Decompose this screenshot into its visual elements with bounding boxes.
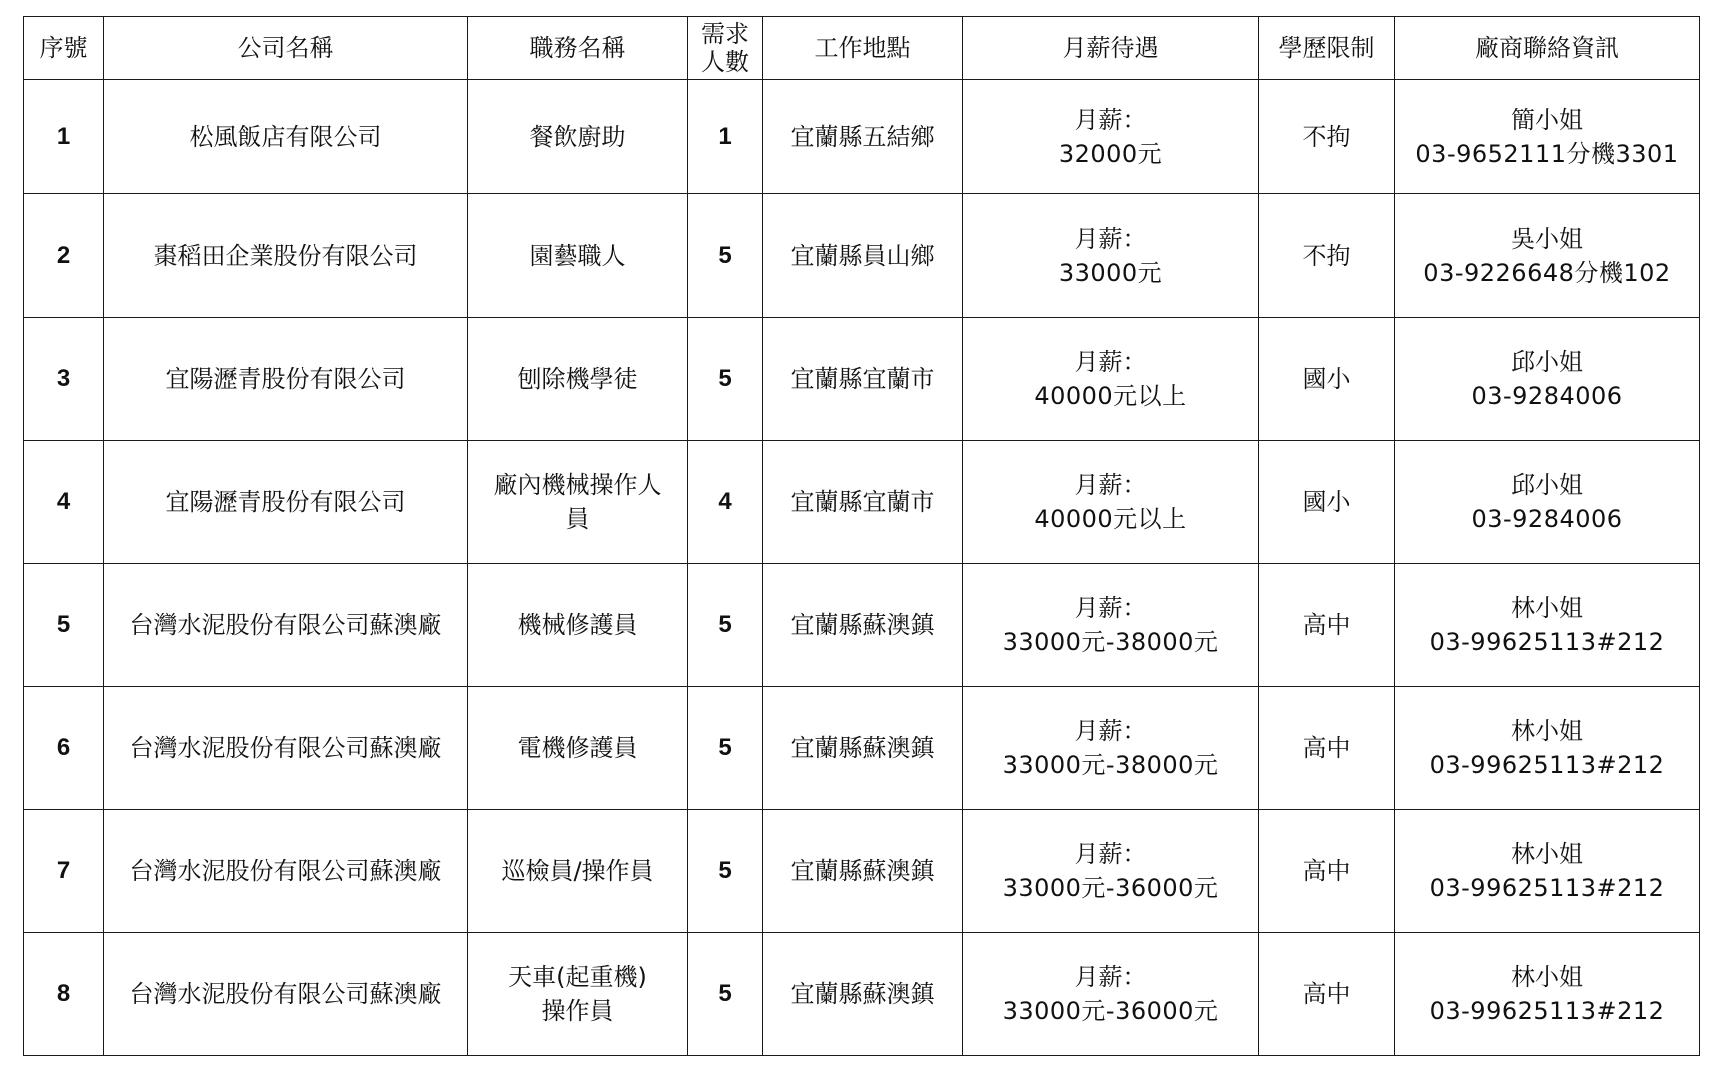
- header-contact: 廠商聯絡資訊: [1395, 17, 1700, 80]
- cell-job-title: [468, 564, 688, 687]
- cell-location: 宜蘭縣員山鄉: [763, 194, 963, 318]
- cell-headcount: 1: [688, 80, 763, 194]
- cell-headcount: 4: [688, 441, 763, 564]
- job-title-line1: 電機修護員: [517, 734, 638, 762]
- job-title-line1: 園藝職人: [529, 241, 626, 270]
- job-title-line2: 員: [565, 505, 590, 533]
- cell-index: 1: [24, 80, 104, 194]
- cell-job-title: [468, 687, 688, 810]
- cell-index: 8: [24, 933, 104, 1056]
- cell-education: 不拘: [1259, 194, 1395, 318]
- salary-value: 33000元-38000元: [1002, 628, 1219, 656]
- contact-phone: 03-9226648分機102: [1423, 258, 1671, 287]
- salary-value: 32000元: [1058, 139, 1163, 168]
- job-listings-table: [23, 16, 1700, 1056]
- salary-label: 月薪：: [1074, 348, 1147, 376]
- cell-contact: [1395, 810, 1700, 933]
- cell-location: 宜蘭縣五結鄉: [763, 80, 963, 194]
- cell-company: 棗稻田企業股份有限公司: [104, 194, 468, 318]
- job-title-line1: 巡檢員/操作員: [501, 857, 654, 885]
- job-title-line1: 餐飲廚助: [529, 122, 626, 151]
- cell-company: 台灣水泥股份有限公司蘇澳廠: [104, 933, 468, 1056]
- cell-education: 高中: [1259, 687, 1395, 810]
- salary-label: 月薪：: [1074, 471, 1147, 499]
- cell-contact: [1395, 933, 1700, 1056]
- cell-index: 3: [24, 318, 104, 441]
- contact-phone: 03-99625113#212: [1429, 628, 1665, 656]
- header-row: [24, 17, 1700, 80]
- cell-location: 宜蘭縣蘇澳鎮: [763, 810, 963, 933]
- table-header: [24, 17, 1700, 80]
- cell-location: 宜蘭縣蘇澳鎮: [763, 933, 963, 1056]
- contact-phone: 03-9284006: [1471, 505, 1623, 533]
- contact-phone: 03-99625113#212: [1429, 751, 1665, 779]
- cell-job-title: [468, 441, 688, 564]
- cell-contact: [1395, 564, 1700, 687]
- cell-contact: [1395, 194, 1700, 318]
- cell-index: 5: [24, 564, 104, 687]
- contact-phone: 03-9284006: [1471, 382, 1623, 410]
- table-row: [24, 810, 1700, 933]
- cell-location: 宜蘭縣蘇澳鎮: [763, 687, 963, 810]
- cell-index: 7: [24, 810, 104, 933]
- salary-value: 33000元-36000元: [1002, 874, 1219, 902]
- cell-salary: [963, 564, 1259, 687]
- header-company: 公司名稱: [104, 17, 468, 80]
- cell-location: 宜蘭縣宜蘭市: [763, 318, 963, 441]
- cell-education: 不拘: [1259, 80, 1395, 194]
- salary-label: 月薪：: [1074, 224, 1147, 253]
- cell-headcount: 5: [688, 564, 763, 687]
- cell-contact: [1395, 80, 1700, 194]
- cell-salary: [963, 80, 1259, 194]
- contact-name: 林小姐: [1511, 717, 1583, 745]
- contact-phone: 03-99625113#212: [1429, 997, 1665, 1025]
- table-row: [24, 441, 1700, 564]
- header-salary: 月薪待遇: [963, 17, 1259, 80]
- cell-contact: [1395, 687, 1700, 810]
- cell-education: 高中: [1259, 933, 1395, 1056]
- cell-education: 高中: [1259, 810, 1395, 933]
- table-row: [24, 933, 1700, 1056]
- cell-company: 宜陽瀝青股份有限公司: [104, 441, 468, 564]
- salary-value: 40000元以上: [1034, 382, 1187, 410]
- contact-name: 林小姐: [1511, 963, 1583, 991]
- job-title-line1: 廠內機械操作人: [493, 471, 662, 499]
- contact-name: 林小姐: [1511, 594, 1583, 622]
- job-title-line1: 刨除機學徒: [517, 365, 638, 393]
- cell-job-title: [468, 80, 688, 194]
- cell-location: 宜蘭縣宜蘭市: [763, 441, 963, 564]
- salary-value: 33000元-38000元: [1002, 751, 1219, 779]
- cell-company: 台灣水泥股份有限公司蘇澳廠: [104, 687, 468, 810]
- cell-headcount: 5: [688, 194, 763, 318]
- cell-salary: [963, 194, 1259, 318]
- cell-job-title: [468, 933, 688, 1056]
- cell-index: 4: [24, 441, 104, 564]
- cell-headcount: 5: [688, 687, 763, 810]
- cell-job-title: [468, 194, 688, 318]
- cell-salary: [963, 441, 1259, 564]
- cell-education: 國小: [1259, 441, 1395, 564]
- header-job-title: 職務名稱: [468, 17, 688, 80]
- salary-label: 月薪：: [1074, 840, 1147, 868]
- cell-job-title: [468, 810, 688, 933]
- job-title-line2: 操作員: [541, 997, 614, 1025]
- salary-value: 33000元: [1058, 258, 1163, 287]
- contact-name: 邱小姐: [1511, 348, 1583, 376]
- contact-phone: 03-9652111分機3301: [1415, 139, 1679, 168]
- header-headcount: [688, 17, 763, 80]
- cell-company: 台灣水泥股份有限公司蘇澳廠: [104, 810, 468, 933]
- header-headcount-line1: 需求: [701, 20, 749, 48]
- salary-label: 月薪：: [1074, 594, 1147, 622]
- contact-name: 吳小姐: [1511, 224, 1583, 253]
- header-headcount-line2: 人數: [701, 48, 749, 76]
- table-body: [24, 80, 1700, 1056]
- cell-education: 高中: [1259, 564, 1395, 687]
- salary-value: 40000元以上: [1034, 505, 1187, 533]
- cell-salary: [963, 810, 1259, 933]
- cell-company: 宜陽瀝青股份有限公司: [104, 318, 468, 441]
- cell-company: 松風飯店有限公司: [104, 80, 468, 194]
- table-row: [24, 564, 1700, 687]
- salary-value: 33000元-36000元: [1002, 997, 1219, 1025]
- header-index: 序號: [24, 17, 104, 80]
- salary-label: 月薪：: [1074, 717, 1147, 745]
- cell-headcount: 5: [688, 933, 763, 1056]
- cell-headcount: 5: [688, 810, 763, 933]
- contact-phone: 03-99625113#212: [1429, 874, 1665, 902]
- salary-label: 月薪：: [1074, 963, 1147, 991]
- header-education: 學歷限制: [1259, 17, 1395, 80]
- header-location: 工作地點: [763, 17, 963, 80]
- cell-contact: [1395, 318, 1700, 441]
- cell-education: 國小: [1259, 318, 1395, 441]
- job-title-line1: 天車(起重機): [508, 963, 647, 991]
- contact-name: 簡小姐: [1511, 105, 1583, 134]
- cell-contact: [1395, 441, 1700, 564]
- contact-name: 邱小姐: [1511, 471, 1583, 499]
- cell-index: 2: [24, 194, 104, 318]
- table-row: [24, 80, 1700, 194]
- table-row: [24, 687, 1700, 810]
- job-title-line1: 機械修護員: [517, 611, 638, 639]
- cell-headcount: 5: [688, 318, 763, 441]
- cell-salary: [963, 318, 1259, 441]
- cell-job-title: [468, 318, 688, 441]
- cell-salary: [963, 933, 1259, 1056]
- contact-name: 林小姐: [1511, 840, 1583, 868]
- table-row: [24, 194, 1700, 318]
- cell-index: 6: [24, 687, 104, 810]
- cell-salary: [963, 687, 1259, 810]
- salary-label: 月薪：: [1074, 105, 1147, 134]
- cell-company: 台灣水泥股份有限公司蘇澳廠: [104, 564, 468, 687]
- cell-location: 宜蘭縣蘇澳鎮: [763, 564, 963, 687]
- table-row: [24, 318, 1700, 441]
